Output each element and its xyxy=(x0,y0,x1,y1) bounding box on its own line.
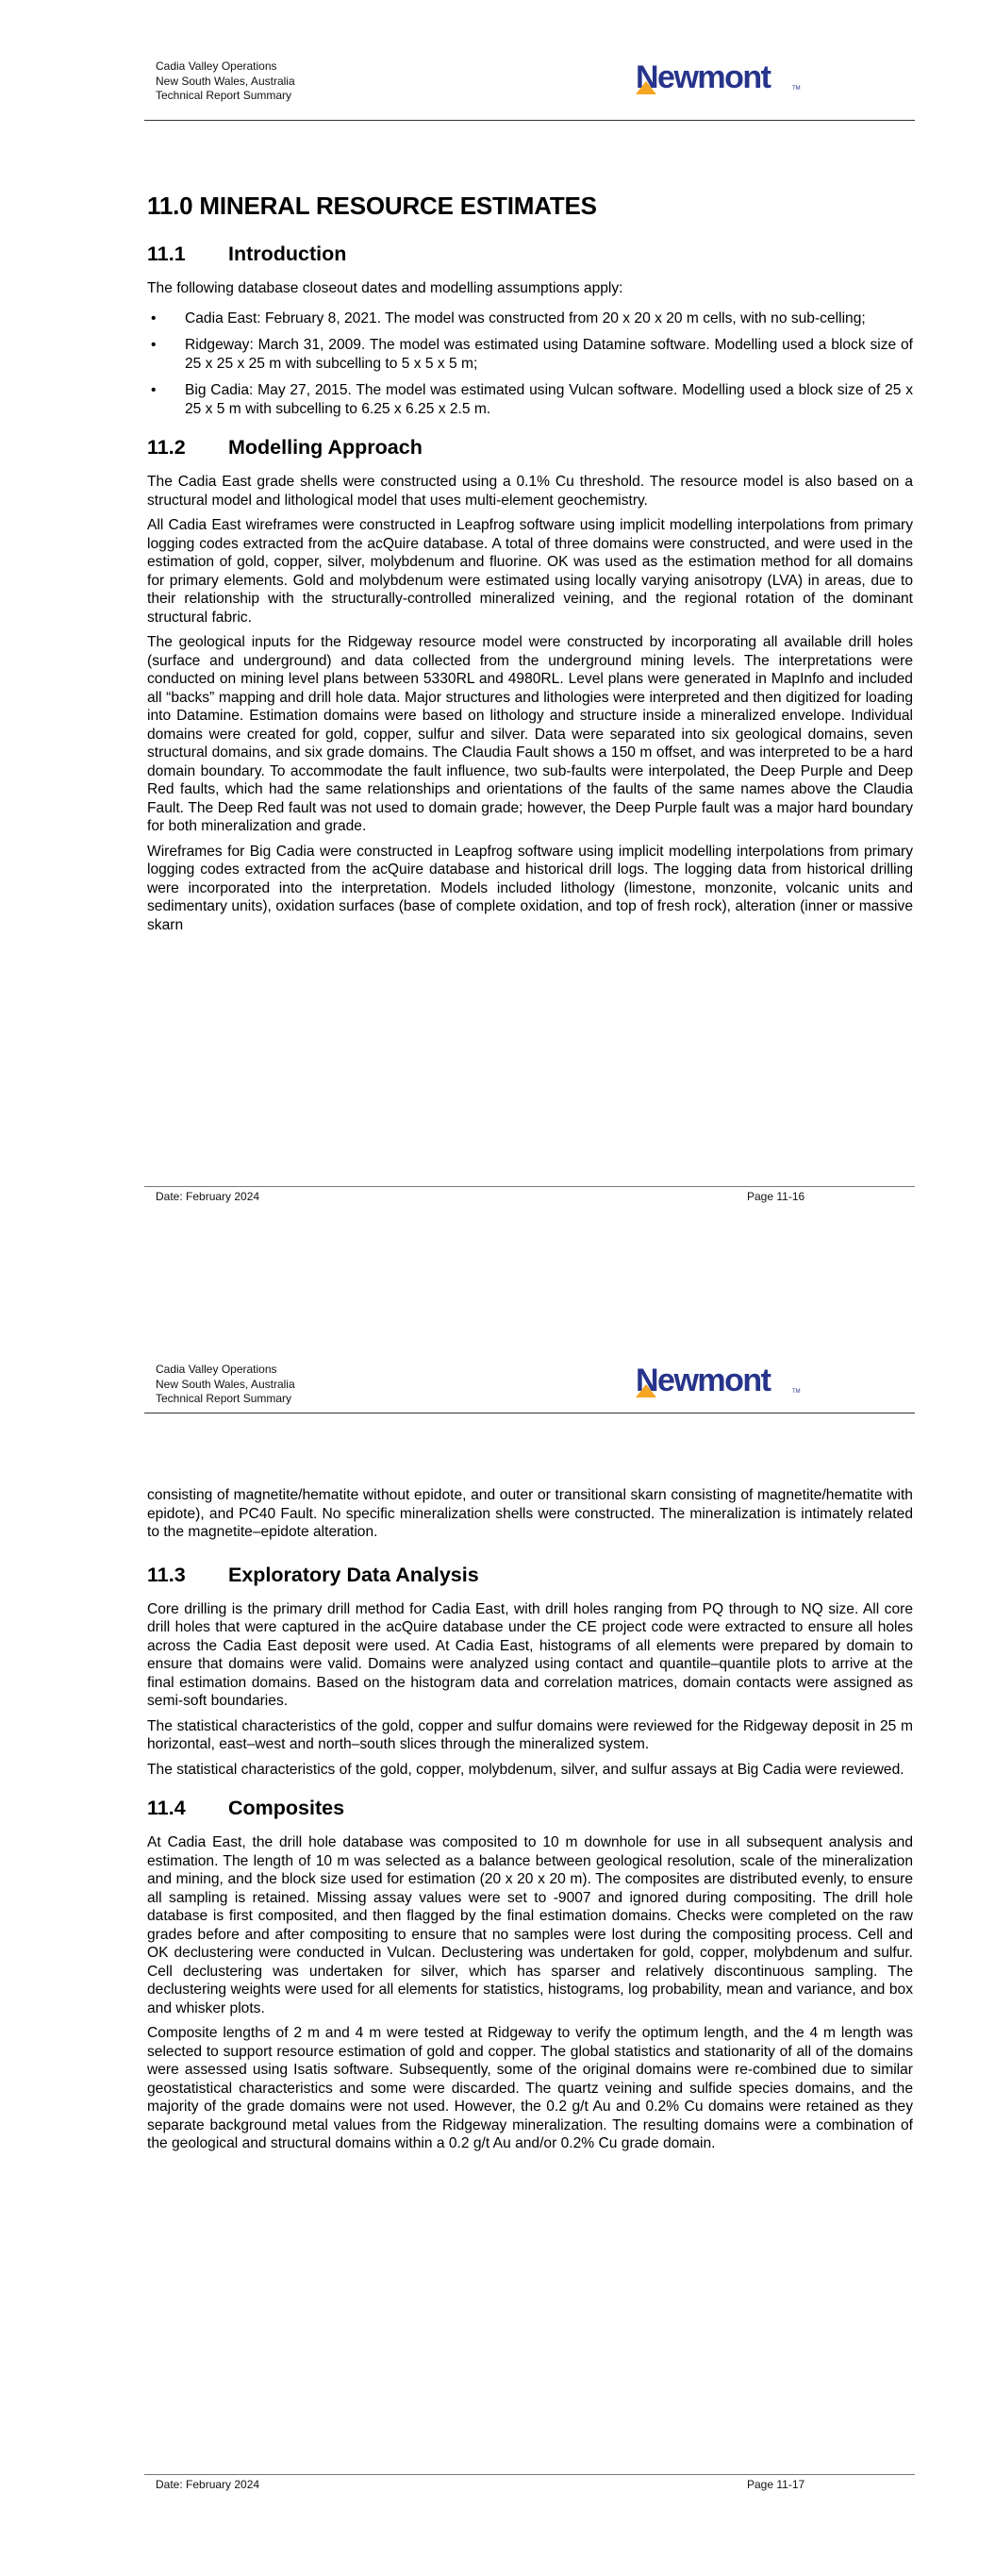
page-header-text xyxy=(156,59,295,104)
paragraph: All Cadia East wireframes were constructed in Leapfrog software using implicit modelling interpolations from primary logging codes extracted from the acQuire database. A total of three domains were constructed, and were used in the estimation of gold, copper, silver, molybdenum and fluorine. OK was used as the estimation method for all domains for primary elements. Gold and molybdenum were estimated using locally varying anisotropy (LVA) in areas, due to their relationship with the structurally-controlled mineralized veining, and the regional rotation of the dominant structural fabric. xyxy=(147,517,913,626)
paragraph: Composite lengths of 2 m and 4 m were tested at Ridgeway to verify the optimum length, and the 4 m length was selected to support resource estimation of gold and copper. The global statistics and stationarity of all of the domains were assessed using Isatis software. Subsequently, some of the original domains were re-combined due to similar geostatistical characteristics and some were discarded. The quartz veining and sulfide species domains, and the majority of the grade domains were not used. However, the 0.2 g/t Au and 0.2% Cu domains were retained as they separate background metal values from the Ridgeway mineralization. The resulting domains were a combination of the geological and structural domains within a 0.2 g/t Au and/or 0.2% Cu grade domain. xyxy=(147,2025,913,2151)
header-line-report: Technical Report Summary xyxy=(156,89,292,102)
heading-text: Introduction xyxy=(228,243,347,265)
heading-number: 11.2 xyxy=(147,436,186,459)
bullet-icon: • xyxy=(151,337,157,353)
heading-11-2 xyxy=(147,435,913,460)
intro-paragraph: The following database closeout dates and modelling assumptions apply: xyxy=(147,280,623,296)
header-line-company: Cadia Valley Operations xyxy=(156,1363,277,1376)
heading-11-1 xyxy=(147,242,913,266)
list-item: • Ridgeway: March 31, 2009. The model was estimated using Datamine software. Modelling used a block size of 25 x 25 x 25 m with subcelling to 5 x 5 x 5 m; xyxy=(151,337,913,372)
footer-date: Date: February 2024 xyxy=(156,2478,260,2491)
footer-divider xyxy=(144,2474,915,2475)
logo-trademark: TM xyxy=(792,1389,801,1395)
footer-page-number: Page 11-17 xyxy=(747,2478,805,2491)
newmont-triangle-icon xyxy=(636,1384,656,1397)
heading-number: 11.4 xyxy=(147,1797,186,1819)
closeout-dates-list xyxy=(147,309,913,419)
paragraph: The Cadia East grade shells were constructed using a 0.1% Cu threshold. The resource model is also based on a structural model and lithological model that uses multi-element geochemistry. xyxy=(147,474,913,509)
newmont-logo xyxy=(630,59,819,100)
page-body xyxy=(147,1486,913,2160)
newmont-logo xyxy=(630,1365,819,1403)
newmont-triangle-icon xyxy=(636,81,656,94)
heading-number: 11.3 xyxy=(147,1563,186,1586)
heading-text: Exploratory Data Analysis xyxy=(228,1563,479,1586)
logo-wordmark: Newmont xyxy=(636,1363,771,1398)
heading-11-4 xyxy=(147,1796,913,1820)
paragraph: At Cadia East, the drill hole database was composited to 10 m downhole for use in all subsequent analysis and estimation. The length of 10 m was selected as a balance between geological resolution, scale of the mineralization and mining, and the block size used for estimation (20 x 20 x 20 m). The composites are distributed evenly, to ensure all sampling is retained. Missing assay values were set to -9007 and ignored during compositing. The drill hole database is first composited, and then flagged by the final estimation domains. Checks were completed on the raw grades before and after compositing to ensure that no samples were lost during the compositing process. Cell and OK declustering were conducted in Vulcan. Declustering was undertaken for gold, copper, molybdenum and sulfur. Cell declustering was undertaken for silver, which has sparser and relatively discontinuous sampling. The declustering weights were used for all elements for statistics, histograms, log probability, mean and variance, and box and whisker plots. xyxy=(147,1834,913,2016)
header-line-company: Cadia Valley Operations xyxy=(156,59,277,73)
paragraph: The statistical characteristics of the gold, copper and sulfur domains were reviewed for the Ridgeway deposit in 25 m horizontal, east–west and north–south slices through the mineralized system. xyxy=(147,1717,913,1752)
section-title: 11.0 MINERAL RESOURCE ESTIMATES xyxy=(147,192,597,220)
heading-11-3 xyxy=(147,1563,913,1587)
footer-page-number: Page 11-16 xyxy=(747,1190,805,1203)
document-page-11-17 xyxy=(0,1288,995,2576)
header-line-report: Technical Report Summary xyxy=(156,1392,292,1405)
page-body xyxy=(147,192,913,941)
list-item: • Big Cadia: May 27, 2015. The model was estimated using Vulcan software. Modelling used a block size of 25 x 25 x 5 m with subcelling to 6.25 x 6.25 x 2.5 m. xyxy=(151,382,913,417)
footer-date: Date: February 2024 xyxy=(156,1190,260,1203)
paragraph: The geological inputs for the Ridgeway resource model were constructed by incorporating all available drill holes (surface and underground) and data collected from the underground mining levels. The interpretations were conducted on mining level plans between 5330RL and 4980RL. Level plans were generated in MapInfo and included all “backs” mapping and drill hole data. Major structures and lithologies were interpreted and then digitized for loading into Datamine. Estimation domains were based on lithology and structure inside a mineralized envelope. Individual domains were created for gold, copper, sulfur and silver. Data were separated into six geological domains, seven structural domains, and six grade domains. The Claudia Fault shows a 150 m offset, and was interpreted to be a hard domain boundary. To accommodate the fault influence, two sub-faults were interpolated, the Deep Purple and Deep Red faults, which had the same relationships and orientations of the faults of the same names above the Claudia Fault. The Deep Red fault was not used to domain grade; however, the Deep Purple fault was a major hard boundary for both mineralization and grade. xyxy=(147,634,913,834)
header-line-location: New South Wales, Australia xyxy=(156,1377,295,1391)
bullet-icon: • xyxy=(151,382,157,398)
bullet-icon: • xyxy=(151,309,157,326)
paragraph: The statistical characteristics of the gold, copper, molybdenum, silver, and sulfur assays at Big Cadia were reviewed. xyxy=(147,1761,904,1778)
paragraph: Core drilling is the primary drill method for Cadia East, with drill holes ranging from PQ through to NQ size. All core drill holes that were captured in the acQuire database under the CE project code were extracted to ensure all holes across the Cadia East deposit were used. At Cadia East, histograms of all elements were prepared by domain to ensure that domains were valid. Domains were analyzed using contact and quantile–quantile plots to arrive at the final estimation domains. Based on the histogram data and correlation matrices, domain contacts were assigned as semi-soft boundaries. xyxy=(147,1600,913,1709)
header-line-location: New South Wales, Australia xyxy=(156,74,295,88)
heading-text: Composites xyxy=(228,1797,345,1819)
heading-text: Modelling Approach xyxy=(228,436,423,459)
page-header-text xyxy=(156,1363,295,1407)
paragraph: Wireframes for Big Cadia were constructed in Leapfrog software using implicit modelling interpolations from primary logging codes extracted from the acQuire database and historical drill logs. The logging data from historical drilling were incorporated into the interpretation. Models included lithology (limestone, monzonite, volcanic units and sedimentary units), oxidation surfaces (base of complete oxidation, and top of fresh rock), alteration (inner or massive skarn xyxy=(147,843,913,933)
logo-wordmark: Newmont xyxy=(636,59,771,95)
heading-number: 11.1 xyxy=(147,243,186,265)
header-divider xyxy=(144,120,915,121)
list-item: • Cadia East: February 8, 2021. The model was constructed from 20 x 20 x 20 m cells, with no sub-celling; xyxy=(151,309,866,326)
continuation-paragraph: consisting of magnetite/hematite without epidote, and outer or transitional skarn consisting of magnetite/hematite with epidote), and PC40 Fault. No specific mineralization shells were constructed. The mineralization is intimately related to the magnetite–epidote alteration. xyxy=(147,1487,913,1540)
logo-trademark: TM xyxy=(792,86,801,92)
footer-divider xyxy=(144,1186,915,1187)
